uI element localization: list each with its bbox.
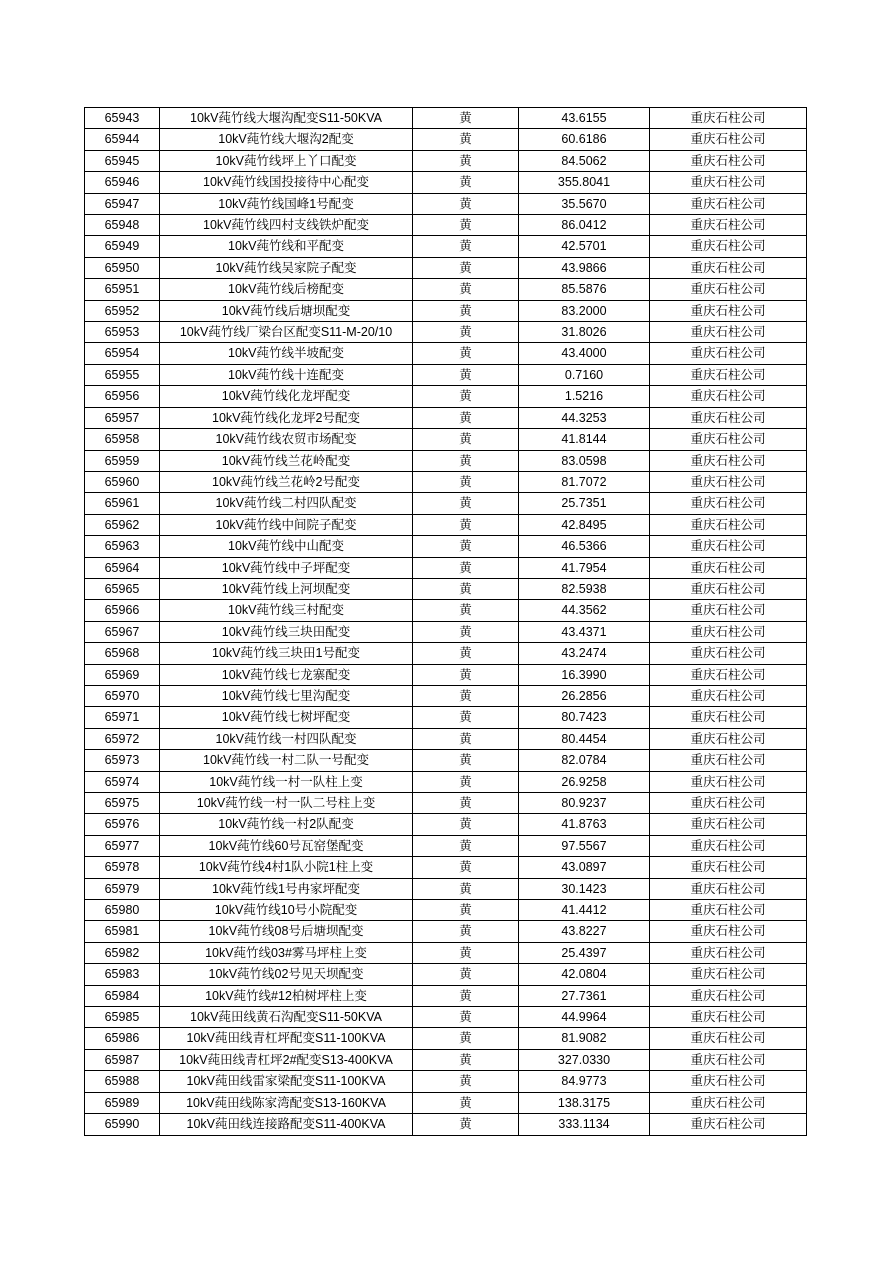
cell-value: 60.6186 [519,129,650,150]
cell-id: 65987 [85,1049,160,1070]
cell-name: 10kV莼竹线一村四队配变 [160,728,413,749]
cell-company: 重庆石柱公司 [650,600,807,621]
transformer-table [84,107,807,1136]
cell-name: 10kV莼竹线厂梁台区配变S11-M-20/10 [160,322,413,343]
cell-name: 10kV莼竹线10号小院配变 [160,900,413,921]
table-row [85,1071,807,1092]
cell-id: 65958 [85,429,160,450]
table-row [85,1114,807,1135]
table-row [85,664,807,685]
cell-value: 80.9237 [519,793,650,814]
cell-name: 10kV莼竹线60号瓦窑堡配变 [160,835,413,856]
cell-company: 重庆石柱公司 [650,985,807,1006]
cell-company: 重庆石柱公司 [650,215,807,236]
cell-name: 10kV莼竹线兰花岭配变 [160,450,413,471]
cell-company: 重庆石柱公司 [650,771,807,792]
cell-company: 重庆石柱公司 [650,471,807,492]
table-row [85,1028,807,1049]
cell-value: 81.7072 [519,471,650,492]
cell-id: 65969 [85,664,160,685]
table-row [85,450,807,471]
cell-value: 46.5366 [519,536,650,557]
cell-status: 黄 [413,450,519,471]
cell-status: 黄 [413,1092,519,1113]
cell-id: 65954 [85,343,160,364]
table-row [85,193,807,214]
cell-name: 10kV莼竹线一村一队柱上变 [160,771,413,792]
cell-id: 65956 [85,386,160,407]
cell-value: 16.3990 [519,664,650,685]
cell-id: 65945 [85,150,160,171]
cell-company: 重庆石柱公司 [650,728,807,749]
cell-status: 黄 [413,557,519,578]
table-row [85,942,807,963]
cell-id: 65949 [85,236,160,257]
cell-value: 138.3175 [519,1092,650,1113]
cell-value: 42.5701 [519,236,650,257]
cell-company: 重庆石柱公司 [650,364,807,385]
cell-company: 重庆石柱公司 [650,835,807,856]
cell-id: 65975 [85,793,160,814]
cell-company: 重庆石柱公司 [650,921,807,942]
cell-id: 65966 [85,600,160,621]
cell-id: 65962 [85,514,160,535]
table-row [85,172,807,193]
cell-status: 黄 [413,985,519,1006]
cell-value: 41.7954 [519,557,650,578]
cell-status: 黄 [413,364,519,385]
cell-name: 10kV莼田线青杠坪配变S11-100KVA [160,1028,413,1049]
cell-value: 41.8144 [519,429,650,450]
cell-status: 黄 [413,878,519,899]
cell-value: 43.9866 [519,257,650,278]
cell-name: 10kV莼竹线中山配变 [160,536,413,557]
cell-id: 65964 [85,557,160,578]
cell-name: 10kV莼竹线二村四队配变 [160,493,413,514]
cell-name: 10kV莼竹线七树坪配变 [160,707,413,728]
cell-name: 10kV莼竹线1号冉家坪配变 [160,878,413,899]
table-row [85,643,807,664]
cell-value: 26.9258 [519,771,650,792]
cell-status: 黄 [413,643,519,664]
table-row [85,814,807,835]
cell-id: 65981 [85,921,160,942]
cell-status: 黄 [413,728,519,749]
table-row [85,536,807,557]
cell-name: 10kV莼竹线国投接待中心配变 [160,172,413,193]
cell-company: 重庆石柱公司 [650,129,807,150]
table-row [85,707,807,728]
table-row [85,322,807,343]
cell-id: 65971 [85,707,160,728]
table-row [85,108,807,129]
table-row [85,1049,807,1070]
cell-id: 65978 [85,857,160,878]
cell-status: 黄 [413,600,519,621]
cell-company: 重庆石柱公司 [650,793,807,814]
cell-company: 重庆石柱公司 [650,878,807,899]
cell-status: 黄 [413,129,519,150]
cell-company: 重庆石柱公司 [650,279,807,300]
table-row [85,964,807,985]
cell-value: 327.0330 [519,1049,650,1070]
cell-value: 43.8227 [519,921,650,942]
table-row [85,750,807,771]
cell-id: 65980 [85,900,160,921]
cell-status: 黄 [413,108,519,129]
table-row [85,878,807,899]
cell-status: 黄 [413,1114,519,1135]
cell-company: 重庆石柱公司 [650,857,807,878]
cell-name: 10kV莼田线陈家湾配变S13-160KVA [160,1092,413,1113]
table-row [85,685,807,706]
cell-company: 重庆石柱公司 [650,322,807,343]
cell-id: 65959 [85,450,160,471]
cell-company: 重庆石柱公司 [650,1071,807,1092]
cell-company: 重庆石柱公司 [650,386,807,407]
cell-id: 65970 [85,685,160,706]
cell-name: 10kV莼竹线农贸市场配变 [160,429,413,450]
cell-id: 65960 [85,471,160,492]
cell-status: 黄 [413,578,519,599]
cell-company: 重庆石柱公司 [650,942,807,963]
cell-company: 重庆石柱公司 [650,578,807,599]
table-row [85,985,807,1006]
cell-company: 重庆石柱公司 [650,1049,807,1070]
table-row [85,215,807,236]
cell-status: 黄 [413,1071,519,1092]
cell-id: 65986 [85,1028,160,1049]
cell-value: 41.8763 [519,814,650,835]
cell-company: 重庆石柱公司 [650,685,807,706]
cell-name: 10kV莼竹线国峰1号配变 [160,193,413,214]
cell-company: 重庆石柱公司 [650,964,807,985]
cell-status: 黄 [413,771,519,792]
cell-value: 97.5567 [519,835,650,856]
cell-id: 65988 [85,1071,160,1092]
cell-value: 43.4000 [519,343,650,364]
cell-company: 重庆石柱公司 [650,1092,807,1113]
cell-status: 黄 [413,429,519,450]
cell-name: 10kV莼竹线七里沟配变 [160,685,413,706]
cell-name: 10kV莼竹线中间院子配变 [160,514,413,535]
cell-id: 65963 [85,536,160,557]
cell-id: 65951 [85,279,160,300]
cell-status: 黄 [413,150,519,171]
cell-status: 黄 [413,964,519,985]
cell-status: 黄 [413,193,519,214]
cell-name: 10kV莼竹线吴家院子配变 [160,257,413,278]
cell-status: 黄 [413,407,519,428]
cell-id: 65984 [85,985,160,1006]
cell-company: 重庆石柱公司 [650,1007,807,1028]
cell-status: 黄 [413,493,519,514]
cell-name: 10kV莼竹线后塘坝配变 [160,300,413,321]
cell-name: 10kV莼竹线四村支线铁炉配变 [160,215,413,236]
cell-company: 重庆石柱公司 [650,707,807,728]
table-row [85,900,807,921]
cell-id: 65977 [85,835,160,856]
cell-id: 65953 [85,322,160,343]
cell-company: 重庆石柱公司 [650,536,807,557]
cell-value: 44.9964 [519,1007,650,1028]
cell-name: 10kV莼竹线半坡配变 [160,343,413,364]
cell-value: 25.7351 [519,493,650,514]
cell-name: 10kV莼田线青杠坪2#配变S13-400KVA [160,1049,413,1070]
cell-id: 65950 [85,257,160,278]
cell-status: 黄 [413,300,519,321]
table-row [85,429,807,450]
cell-value: 43.0897 [519,857,650,878]
cell-name: 10kV莼田线雷家梁配变S11-100KVA [160,1071,413,1092]
cell-id: 65952 [85,300,160,321]
cell-company: 重庆石柱公司 [650,664,807,685]
cell-status: 黄 [413,664,519,685]
table-row [85,514,807,535]
cell-id: 65979 [85,878,160,899]
cell-value: 42.8495 [519,514,650,535]
cell-name: 10kV莼田线连接路配变S11-400KVA [160,1114,413,1135]
cell-status: 黄 [413,279,519,300]
cell-id: 65989 [85,1092,160,1113]
cell-value: 43.6155 [519,108,650,129]
cell-company: 重庆石柱公司 [650,621,807,642]
cell-status: 黄 [413,685,519,706]
cell-id: 65982 [85,942,160,963]
cell-value: 83.2000 [519,300,650,321]
cell-value: 82.0784 [519,750,650,771]
cell-value: 44.3562 [519,600,650,621]
cell-status: 黄 [413,707,519,728]
cell-id: 65990 [85,1114,160,1135]
cell-id: 65985 [85,1007,160,1028]
cell-name: 10kV莼竹线三块田配变 [160,621,413,642]
table-row [85,471,807,492]
cell-name: 10kV莼竹线化龙坪2号配变 [160,407,413,428]
cell-value: 25.4397 [519,942,650,963]
cell-id: 65955 [85,364,160,385]
cell-company: 重庆石柱公司 [650,1028,807,1049]
cell-value: 80.7423 [519,707,650,728]
cell-id: 65943 [85,108,160,129]
table-row [85,1007,807,1028]
cell-id: 65967 [85,621,160,642]
cell-status: 黄 [413,343,519,364]
table-body [85,108,807,1136]
cell-value: 1.5216 [519,386,650,407]
cell-name: 10kV莼竹线后榜配变 [160,279,413,300]
cell-name: 10kV莼竹线坪上丫口配变 [160,150,413,171]
table-row [85,921,807,942]
cell-status: 黄 [413,835,519,856]
cell-id: 65973 [85,750,160,771]
cell-status: 黄 [413,1007,519,1028]
cell-company: 重庆石柱公司 [650,643,807,664]
cell-value: 42.0804 [519,964,650,985]
table-row [85,407,807,428]
table-row [85,129,807,150]
cell-value: 30.1423 [519,878,650,899]
table-row [85,793,807,814]
table-row [85,150,807,171]
cell-value: 333.1134 [519,1114,650,1135]
cell-status: 黄 [413,921,519,942]
cell-status: 黄 [413,514,519,535]
table-row [85,621,807,642]
cell-value: 0.7160 [519,364,650,385]
cell-company: 重庆石柱公司 [650,814,807,835]
cell-value: 31.8026 [519,322,650,343]
cell-id: 65947 [85,193,160,214]
table-row [85,279,807,300]
table-row [85,493,807,514]
table-row [85,343,807,364]
cell-name: 10kV莼竹线化龙坪配变 [160,386,413,407]
cell-name: 10kV莼竹线4村1队小院1柱上变 [160,857,413,878]
cell-value: 26.2856 [519,685,650,706]
cell-status: 黄 [413,172,519,193]
cell-id: 65968 [85,643,160,664]
cell-company: 重庆石柱公司 [650,108,807,129]
cell-name: 10kV莼竹线上河坝配变 [160,578,413,599]
cell-company: 重庆石柱公司 [650,750,807,771]
table-row [85,728,807,749]
table-row [85,557,807,578]
cell-value: 80.4454 [519,728,650,749]
cell-company: 重庆石柱公司 [650,236,807,257]
cell-id: 65946 [85,172,160,193]
cell-company: 重庆石柱公司 [650,172,807,193]
cell-id: 65983 [85,964,160,985]
cell-status: 黄 [413,236,519,257]
cell-id: 65972 [85,728,160,749]
cell-status: 黄 [413,814,519,835]
cell-name: 10kV莼竹线一村二队一号配变 [160,750,413,771]
cell-company: 重庆石柱公司 [650,193,807,214]
cell-status: 黄 [413,793,519,814]
table-row [85,236,807,257]
cell-company: 重庆石柱公司 [650,343,807,364]
cell-status: 黄 [413,322,519,343]
cell-name: 10kV莼竹线08号后塘坝配变 [160,921,413,942]
cell-company: 重庆石柱公司 [650,429,807,450]
cell-id: 65976 [85,814,160,835]
cell-id: 65961 [85,493,160,514]
cell-status: 黄 [413,1049,519,1070]
table-row [85,1092,807,1113]
cell-name: 10kV莼田线黄石沟配变S11-50KVA [160,1007,413,1028]
cell-status: 黄 [413,621,519,642]
cell-value: 85.5876 [519,279,650,300]
cell-status: 黄 [413,386,519,407]
cell-value: 44.3253 [519,407,650,428]
cell-id: 65957 [85,407,160,428]
cell-company: 重庆石柱公司 [650,150,807,171]
cell-value: 81.9082 [519,1028,650,1049]
table-row [85,835,807,856]
cell-value: 82.5938 [519,578,650,599]
cell-name: 10kV莼竹线十连配变 [160,364,413,385]
cell-name: 10kV莼竹线02号见天坝配变 [160,964,413,985]
cell-company: 重庆石柱公司 [650,450,807,471]
cell-id: 65974 [85,771,160,792]
cell-value: 35.5670 [519,193,650,214]
cell-name: 10kV莼竹线一村2队配变 [160,814,413,835]
table-row [85,257,807,278]
cell-status: 黄 [413,857,519,878]
cell-company: 重庆石柱公司 [650,493,807,514]
cell-value: 83.0598 [519,450,650,471]
cell-company: 重庆石柱公司 [650,557,807,578]
cell-name: 10kV莼竹线大堰沟配变S11-50KVA [160,108,413,129]
table-row [85,386,807,407]
cell-company: 重庆石柱公司 [650,300,807,321]
cell-value: 86.0412 [519,215,650,236]
cell-company: 重庆石柱公司 [650,407,807,428]
table-row [85,578,807,599]
table-row [85,364,807,385]
cell-status: 黄 [413,215,519,236]
cell-status: 黄 [413,471,519,492]
cell-name: 10kV莼竹线大堰沟2配变 [160,129,413,150]
cell-id: 65948 [85,215,160,236]
cell-name: 10kV莼竹线三村配变 [160,600,413,621]
cell-name: 10kV莼竹线中子坪配变 [160,557,413,578]
cell-name: 10kV莼竹线#12柏树坪柱上变 [160,985,413,1006]
cell-company: 重庆石柱公司 [650,257,807,278]
cell-id: 65944 [85,129,160,150]
cell-value: 41.4412 [519,900,650,921]
cell-name: 10kV莼竹线03#雾马坪柱上变 [160,942,413,963]
table-row [85,857,807,878]
cell-status: 黄 [413,942,519,963]
cell-id: 65965 [85,578,160,599]
cell-value: 43.2474 [519,643,650,664]
table-row [85,600,807,621]
cell-status: 黄 [413,900,519,921]
cell-name: 10kV莼竹线兰花岭2号配变 [160,471,413,492]
cell-value: 84.9773 [519,1071,650,1092]
cell-company: 重庆石柱公司 [650,514,807,535]
cell-value: 84.5062 [519,150,650,171]
table-row [85,300,807,321]
cell-company: 重庆石柱公司 [650,900,807,921]
cell-value: 27.7361 [519,985,650,1006]
cell-name: 10kV莼竹线和平配变 [160,236,413,257]
cell-name: 10kV莼竹线一村一队二号柱上变 [160,793,413,814]
cell-status: 黄 [413,536,519,557]
cell-status: 黄 [413,257,519,278]
cell-status: 黄 [413,1028,519,1049]
table-row [85,771,807,792]
cell-value: 355.8041 [519,172,650,193]
cell-status: 黄 [413,750,519,771]
cell-name: 10kV莼竹线三块田1号配变 [160,643,413,664]
cell-name: 10kV莼竹线七龙寨配变 [160,664,413,685]
cell-value: 43.4371 [519,621,650,642]
cell-company: 重庆石柱公司 [650,1114,807,1135]
